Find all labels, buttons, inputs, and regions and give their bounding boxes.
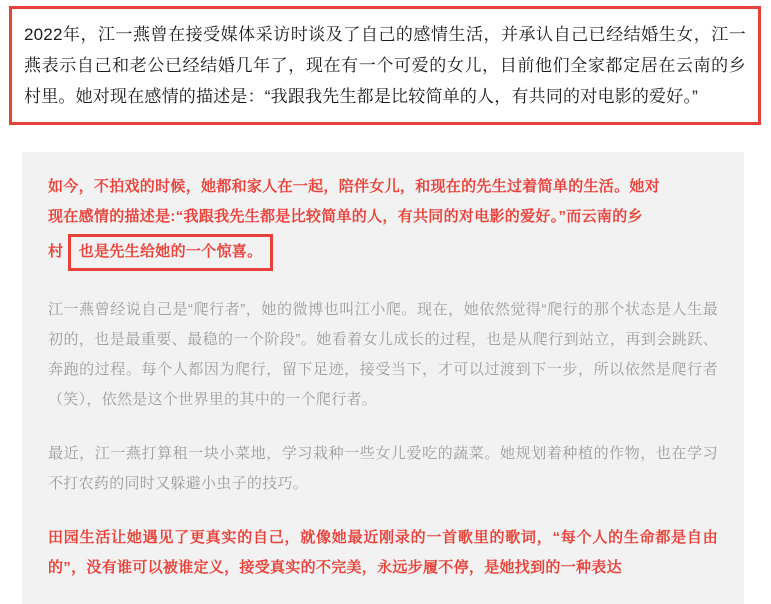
- paragraph-1-line-2: 现在感情的描述是:“我跟我先生都是比较简单的人，有共同的对电影的爱好。”而云南的乡: [48, 208, 643, 225]
- paragraph-1-line-1: 如今，不拍戏的时候，她都和家人在一起，陪伴女儿，和现在的先生过着简单的生活。她对: [48, 178, 661, 195]
- top-quote-text: 2022年，江一燕曾在接受媒体采访时谈及了自己的感情生活，并承认自己已经结婚生女，江一燕表示自己和老公已经结婚几年了，现在有一个可爱的女儿，目前他们全家都定居在云南的乡村里。她对现在感情的描述是：“我跟我先生都是比较简单的人，有共同的对电影的爱好。”: [24, 25, 746, 106]
- highlighted-quote-block: [9, 6, 761, 125]
- boxed-highlight-text: 也是先生给她的一个惊喜。: [68, 234, 274, 271]
- article-paragraph-1: [48, 172, 718, 271]
- article-card: [22, 152, 744, 604]
- article-paragraph-3: 最近，江一燕打算租一块小菜地，学习栽种一些女儿爱吃的蔬菜。她规划着种植的作物，也在学习不打农药的同时又躲避小虫子的技巧。: [48, 445, 718, 492]
- bottom-fade: [22, 598, 744, 604]
- paragraph-1-line-3: 村: [48, 243, 64, 260]
- article-paragraph-2: 江一燕曾经说自己是“爬行者”，她的微博也叫江小爬。现在，她依然觉得“爬行的那个状态是人生最初的，也是最重要、最稳的一个阶段”。她看着女儿成长的过程，也是从爬行到站立，再到会跳跃、奔跑的过程。每个人都因为爬行，留下足迹，接受当下，才可以过渡到下一步，所以依然是爬行者（笑），依然是这个世界里的其中的一个爬行者。: [48, 301, 718, 408]
- article-paragraph-4: 田园生活让她遇见了更真实的自己，就像她最近刚录的一首歌里的歌词，“每个人的生命都是自由的”，没有谁可以被谁定义，接受真实的不完美，永远步履不停，是她找到的一种表达: [48, 529, 718, 576]
